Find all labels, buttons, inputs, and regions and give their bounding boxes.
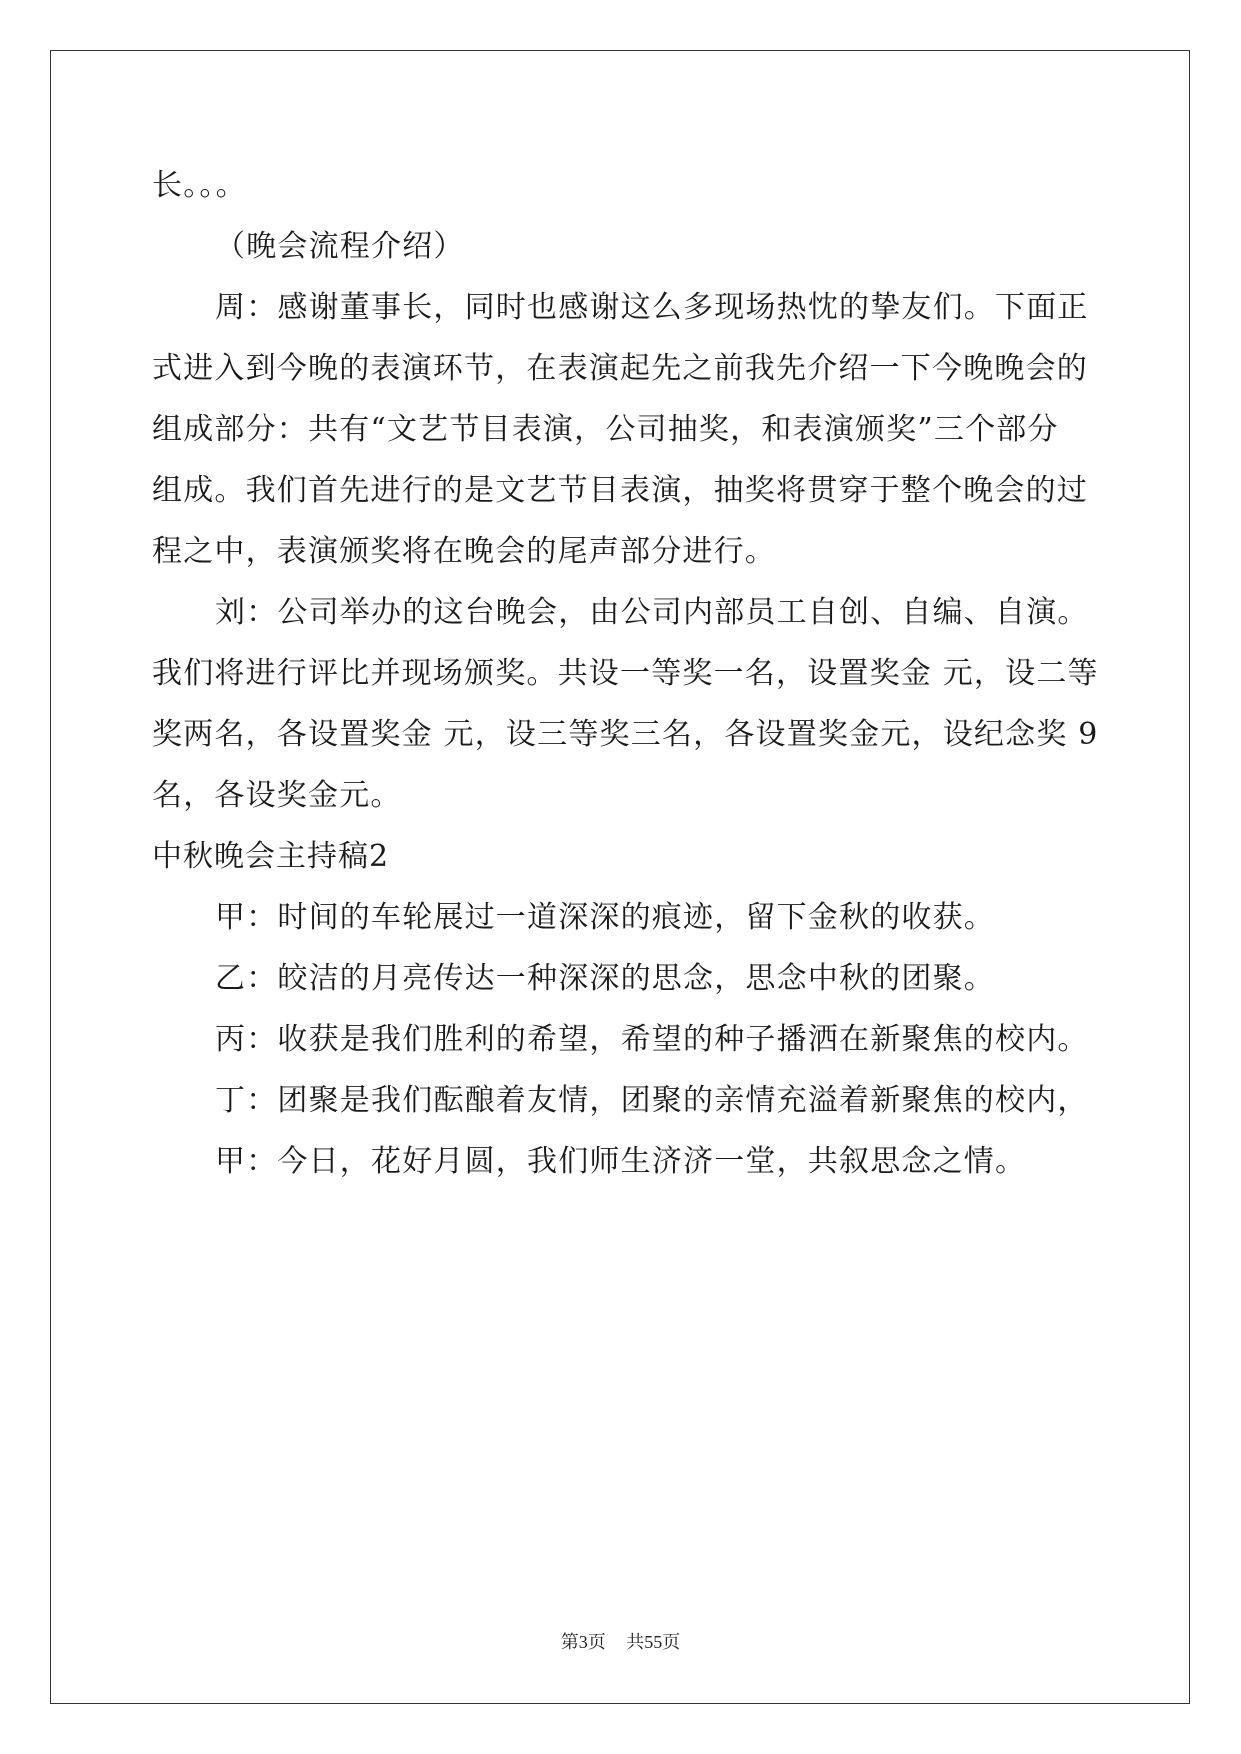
dialogue-line: 甲：时间的车轮展过一道深深的痕迹，留下金秋的收获。 <box>215 900 995 935</box>
paragraph-line: 组成部分：共有“文艺节目表演，公司抽奖，和表演颁奖”三个部分 <box>152 412 1059 447</box>
dialogue-line: 丙：收获是我们胜利的希望，希望的种子播洒在新聚焦的校内。 <box>215 1022 1089 1057</box>
paragraph-line: 组成。我们首先进行的是文艺节目表演，抽奖将贯穿于整个晚会的过 <box>152 473 1088 508</box>
section-heading: 中秋晚会主持稿2 <box>152 839 390 874</box>
paragraph-line: 刘：公司举办的这台晚会，由公司内部员工自创、自编、自演。 <box>215 595 1089 630</box>
dialogue-line: 丁：团聚是我们酝酿着友情，团聚的亲情充溢着新聚焦的校内， <box>215 1083 1089 1118</box>
page-number: 第3页 <box>560 1632 606 1652</box>
paragraph-line: （晚会流程介绍） <box>215 229 465 264</box>
paragraph-line: 式进入到今晚的表演环节，在表演起先之前我先介绍一下今晚晚会的 <box>152 351 1088 386</box>
page-footer <box>0 1628 1241 1654</box>
paragraph-line: 名，各设奖金元。 <box>152 778 402 813</box>
paragraph-line: 奖两名，各设置奖金 元，设三等奖三名，各设置奖金元，设纪念奖 9 <box>152 717 1099 752</box>
total-pages: 共55页 <box>626 1632 681 1652</box>
dialogue-line: 甲：今日，花好月圆，我们师生济济一堂，共叙思念之情。 <box>215 1144 1027 1179</box>
paragraph-line: 我们将进行评比并现场颁奖。共设一等奖一名，设置奖金 元，设二等 <box>152 656 1099 691</box>
dialogue-line: 乙：皎洁的月亮传达一种深深的思念，思念中秋的团聚。 <box>215 961 995 996</box>
paragraph-line: 周：感谢董事长，同时也感谢这么多现场热忱的挚友们。下面正 <box>215 290 1089 325</box>
paragraph-line: 程之中，表演颁奖将在晚会的尾声部分进行。 <box>152 534 776 569</box>
document-body <box>152 155 1099 1192</box>
paragraph-line: 长。。。 <box>152 168 247 203</box>
